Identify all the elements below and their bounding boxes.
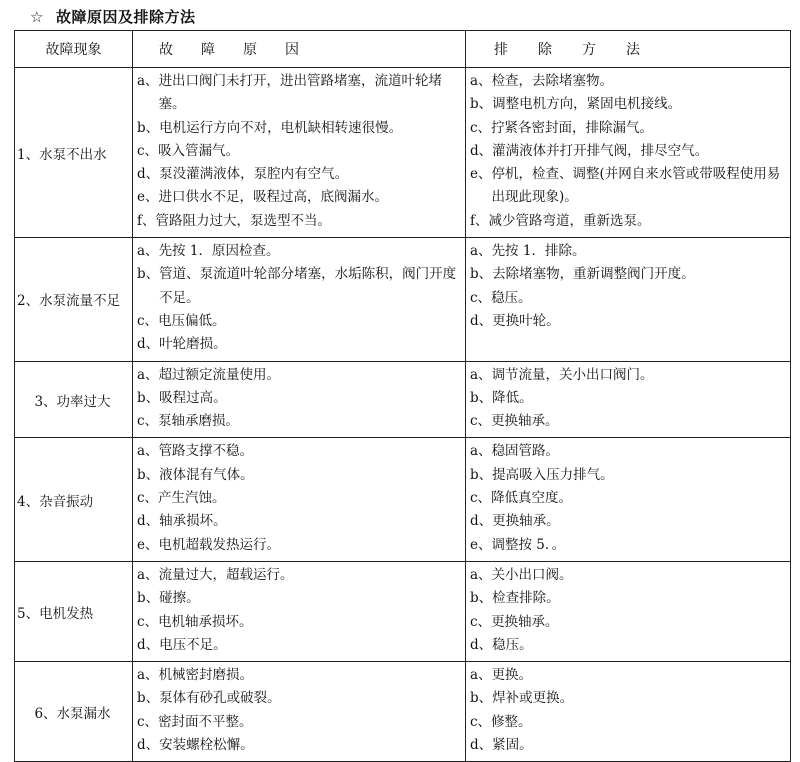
page-title-text: 故障原因及排除方法 [55, 8, 196, 26]
cause-item [137, 263, 461, 310]
remedy-item-text: 灌满液体并打开排气阀，排尽空气。 [492, 142, 709, 159]
cause-item [137, 117, 461, 140]
remedy-cell [466, 662, 791, 762]
table-row [15, 68, 791, 238]
cause-item-label: c、 [137, 613, 159, 630]
remedy-item [470, 711, 786, 734]
remedy-item-text: 先按 1．排除。 [491, 243, 586, 260]
remedy-item-text: 修整。 [491, 713, 532, 730]
remedy-item-label: b、 [470, 96, 493, 113]
cause-cell [133, 68, 466, 238]
cause-item-text: 密封面不平整。 [158, 713, 253, 730]
cause-item [137, 186, 461, 209]
remedy-item-text: 紧固。 [492, 737, 533, 754]
cause-item [137, 664, 461, 687]
page-title [30, 6, 195, 27]
remedy-cell [466, 438, 791, 561]
remedy-item [470, 534, 786, 557]
symptom-cell: 6、水泵漏水 [15, 662, 133, 762]
cause-item-label: b、 [137, 119, 160, 136]
remedy-item-text: 更换叶轮。 [492, 312, 560, 329]
cause-item [137, 510, 461, 533]
cause-item [137, 734, 461, 757]
remedy-item-label: f、 [470, 212, 489, 229]
remedy-item-label: b、 [470, 266, 493, 283]
cause-item-label: c、 [137, 142, 159, 159]
cause-item [137, 464, 461, 487]
header-remedy: 排除方法 [466, 31, 791, 68]
remedy-item-text: 稳压。 [492, 636, 533, 653]
table-row [15, 238, 791, 361]
cause-item-label: d、 [137, 737, 160, 754]
remedy-item [470, 611, 786, 634]
cause-item [137, 687, 461, 710]
symptom-cell: 3、功率过大 [15, 361, 133, 438]
cause-item [137, 711, 461, 734]
cause-item-label: a、 [137, 443, 159, 460]
cause-item-text: 电压偏低。 [158, 312, 226, 329]
remedy-item [470, 587, 786, 610]
remedy-item-label: b、 [470, 690, 493, 707]
remedy-item-label: c、 [470, 490, 492, 507]
remedy-item-text: 焊补或更换。 [492, 690, 574, 707]
cause-item-label: d、 [137, 636, 160, 653]
cause-item-text: 安装螺栓松懈。 [159, 737, 254, 754]
cause-item-text: 轴承损坏。 [159, 513, 227, 530]
symptom-cell: 4、杂音振动 [15, 438, 133, 561]
cause-item [137, 240, 461, 263]
cause-item [137, 611, 461, 634]
cause-item-text: 管路支撑不稳。 [158, 443, 254, 460]
cause-item [137, 210, 461, 233]
header-symptom: 故障现象 [15, 31, 133, 68]
remedy-item-label: e、 [470, 166, 492, 183]
remedy-item-text: 减少管路弯道，重新选泵。 [488, 212, 651, 229]
remedy-item [470, 634, 786, 657]
cause-item-text: 泵轴承磨损。 [158, 413, 240, 430]
cause-item-text: 电机轴承损坏。 [158, 613, 253, 630]
cause-item-label: a、 [137, 566, 159, 583]
remedy-item-text: 停机，检查、调整(并网自来水管或带吸程使用易出现此现象)。 [491, 166, 781, 206]
cause-item [137, 140, 461, 163]
cause-item-label: c、 [137, 413, 159, 430]
symptom-cell: 5、电机发热 [15, 561, 133, 661]
remedy-item-text: 检查排除。 [492, 590, 560, 607]
table-row [15, 561, 791, 661]
remedy-item [470, 387, 786, 410]
table-row [15, 438, 791, 561]
remedy-item-label: d、 [470, 142, 493, 159]
remedy-item-label: b、 [470, 466, 493, 483]
table-row [15, 361, 791, 438]
remedy-item-text: 调整按 5．。 [491, 536, 566, 553]
cause-item-label: d、 [137, 336, 160, 353]
remedy-item-text: 降低。 [492, 389, 533, 406]
remedy-item-label: c、 [470, 413, 492, 430]
cause-item-text: 管道、泵流道叶轮部分堵塞，水垢陈积，阀门开度不足。 [159, 266, 457, 306]
cause-item [137, 163, 461, 186]
cause-item-label: c、 [137, 713, 159, 730]
remedy-item-text: 稳固管路。 [491, 443, 560, 460]
remedy-item-label: d、 [470, 312, 493, 329]
remedy-item-label: a、 [470, 366, 492, 383]
cause-item [137, 487, 461, 510]
cause-cell [133, 238, 466, 361]
remedy-item-text: 更换。 [491, 667, 533, 684]
remedy-item-label: b、 [470, 590, 493, 607]
remedy-item-label: c、 [470, 613, 492, 630]
remedy-item-text: 检查，去除堵塞物。 [491, 73, 614, 89]
remedy-item [470, 70, 786, 93]
remedy-item [470, 240, 786, 263]
remedy-item-label: d、 [470, 737, 493, 754]
symptom-cell: 1、水泵不出水 [15, 68, 133, 238]
cause-item-text: 产生汽蚀。 [158, 490, 226, 507]
remedy-item [470, 440, 786, 463]
remedy-item-label: d、 [470, 636, 493, 653]
cause-item-text: 超过额定流量使用。 [158, 366, 281, 383]
remedy-item [470, 310, 786, 333]
remedy-cell [466, 561, 791, 661]
remedy-item [470, 510, 786, 533]
cause-item [137, 564, 461, 587]
cause-item-label: b、 [137, 266, 160, 283]
cause-item-text: 碰擦。 [159, 590, 200, 607]
remedy-item-label: d、 [470, 513, 493, 530]
cause-item [137, 440, 461, 463]
cause-item [137, 587, 461, 610]
remedy-item [470, 163, 786, 210]
cause-item-text: 泵体有砂孔或破裂。 [159, 690, 281, 707]
remedy-item-text: 提高吸入压力排气。 [492, 466, 614, 483]
remedy-item-text: 关小出口阀。 [491, 566, 573, 583]
cause-item [137, 70, 461, 117]
remedy-item-text: 降低真空度。 [491, 490, 573, 507]
remedy-item-label: a、 [470, 243, 492, 260]
cause-item-label: b、 [137, 690, 160, 707]
cause-item-text: 电压不足。 [159, 636, 227, 653]
cause-item [137, 310, 461, 333]
cause-item-text: 进口供水不足，吸程过高，底阀漏水。 [158, 189, 388, 206]
table-row [15, 662, 791, 762]
cause-item-text: 液体混有气体。 [159, 466, 254, 483]
cause-cell [133, 438, 466, 561]
cause-item-label: c、 [137, 312, 159, 329]
remedy-item [470, 410, 786, 433]
remedy-item-text: 更换轴承。 [491, 613, 559, 630]
cause-item-text: 进出口阀门未打开，进出管路堵塞，流道叶轮堵塞。 [158, 73, 443, 113]
cause-item-text: 吸程过高。 [159, 389, 227, 406]
remedy-item [470, 464, 786, 487]
star-icon: ☆ [30, 8, 44, 26]
remedy-cell [466, 238, 791, 361]
cause-item-label: d、 [137, 513, 160, 530]
cause-item-label: a、 [137, 667, 159, 684]
remedy-item [470, 263, 786, 286]
cause-item [137, 387, 461, 410]
remedy-item [470, 93, 786, 116]
remedy-item-text: 稳压。 [491, 289, 532, 306]
remedy-item-label: c、 [470, 289, 492, 306]
cause-cell [133, 561, 466, 661]
remedy-item-text: 去除堵塞物，重新调整阀门开度。 [492, 266, 695, 283]
remedy-item-text: 更换轴承。 [491, 413, 559, 430]
remedy-cell [466, 68, 791, 238]
cause-item-text: 叶轮磨损。 [159, 336, 227, 353]
cause-cell [133, 662, 466, 762]
cause-item-label: e、 [137, 536, 159, 553]
remedy-item-text: 调节流量，关小出口阀门。 [491, 366, 654, 383]
cause-item-text: 流量过大，超载运行。 [158, 566, 294, 583]
remedy-item-label: b、 [470, 389, 493, 406]
cause-item-label: a、 [137, 73, 159, 89]
remedy-item-text: 调整电机方向，紧固电机接线。 [492, 96, 682, 113]
cause-item-text: 吸入管漏气。 [158, 142, 240, 159]
remedy-item [470, 364, 786, 387]
cause-item-label: b、 [137, 466, 160, 483]
cause-item-label: e、 [137, 189, 159, 206]
cause-cell [133, 361, 466, 438]
cause-item-label: a、 [137, 243, 159, 260]
remedy-item-label: e、 [470, 536, 492, 553]
remedy-item-label: a、 [470, 566, 492, 583]
remedy-item [470, 210, 786, 233]
remedy-item [470, 687, 786, 710]
remedy-item-text: 更换轴承。 [492, 513, 560, 530]
cause-item-text: 机械密封磨损。 [158, 667, 254, 684]
remedy-item [470, 287, 786, 310]
cause-item [137, 364, 461, 387]
cause-item-text: 先按 1．原因检查。 [158, 243, 280, 260]
remedy-item [470, 734, 786, 757]
cause-item-label: b、 [137, 590, 160, 607]
table-body [15, 68, 791, 762]
cause-item-text: 管路阻力过大，泵选型不当。 [155, 212, 331, 229]
remedy-item-label: a、 [470, 73, 492, 89]
table-header-row [15, 31, 791, 68]
cause-item-text: 泵没灌满液体，泵腔内有空气。 [159, 166, 349, 183]
remedy-item [470, 140, 786, 163]
symptom-cell: 2、水泵流量不足 [15, 238, 133, 361]
cause-item [137, 410, 461, 433]
remedy-item [470, 117, 786, 140]
cause-item-label: b、 [137, 389, 160, 406]
cause-item-label: d、 [137, 166, 160, 183]
cause-item-label: c、 [137, 490, 159, 507]
remedy-item-text: 拧紧各密封面，排除漏气。 [491, 119, 654, 136]
cause-item [137, 534, 461, 557]
remedy-item-label: a、 [470, 667, 492, 684]
remedy-cell [466, 361, 791, 438]
remedy-item-label: c、 [470, 713, 492, 730]
remedy-item-label: a、 [470, 443, 492, 460]
remedy-item [470, 664, 786, 687]
cause-item [137, 634, 461, 657]
cause-item-label: f、 [137, 212, 156, 229]
cause-item [137, 333, 461, 356]
remedy-item [470, 487, 786, 510]
troubleshooting-table [14, 30, 791, 762]
remedy-item [470, 564, 786, 587]
cause-item-text: 电机超载发热运行。 [158, 536, 280, 553]
header-cause: 故障原因 [133, 31, 466, 68]
cause-item-text: 电机运行方向不对，电机缺相转速很慢。 [159, 119, 403, 136]
remedy-item-label: c、 [470, 119, 492, 136]
cause-item-label: a、 [137, 366, 159, 383]
